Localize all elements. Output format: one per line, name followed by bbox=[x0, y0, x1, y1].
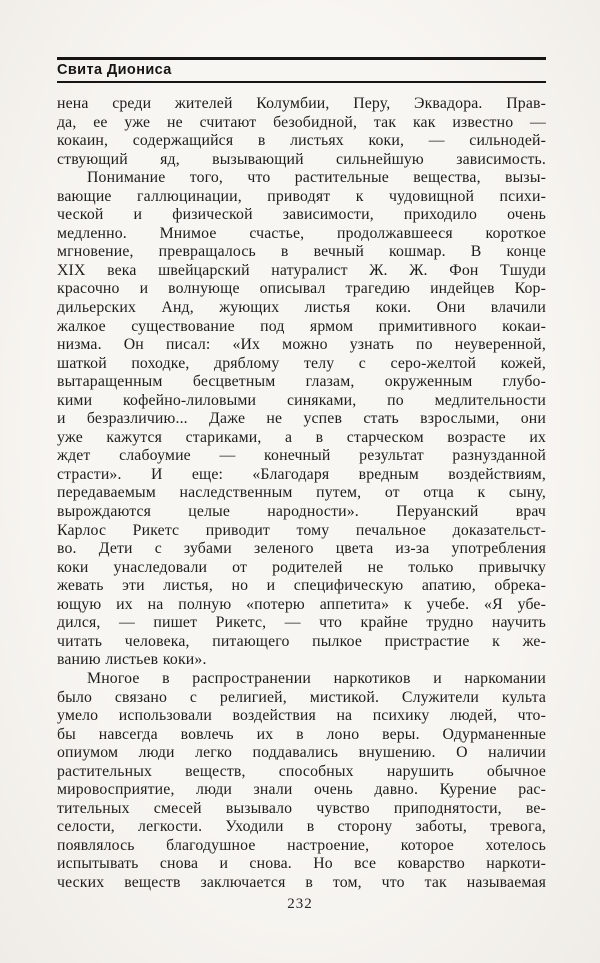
text-line: ванию листьев коки». bbox=[57, 651, 207, 669]
text-line: шаткой походке, дряблому телу с серо-желтой кожей, bbox=[57, 354, 546, 372]
text-line: жевать эти листья, но и специфическую апатию, обрека- bbox=[57, 577, 546, 595]
text-line: опиумом люди легко поддавались внушению. О наличии bbox=[57, 744, 546, 762]
text-line: уже кажутся стариками, а в старческом возрасте их bbox=[57, 428, 546, 446]
body-text bbox=[57, 95, 546, 893]
text-line: ческой и физической зависимости, приходило очень bbox=[57, 206, 546, 224]
text-line: мировосприятие, люди знали очень давно. Курение рас- bbox=[57, 781, 546, 799]
text-line: Многое в распространении наркотиков и наркомании bbox=[87, 669, 546, 687]
text-line: ждет слабоумие — конечный результат разнузданной bbox=[57, 447, 546, 465]
text-line: умело использовали воздействия на психику людей, что- bbox=[57, 707, 546, 725]
text-line: коки унаследовали от родителей не только привычку bbox=[57, 558, 546, 576]
page-number: 232 bbox=[287, 896, 313, 912]
text-line: растительных веществ, способных нарушить обычное bbox=[57, 762, 546, 780]
text-line: медленно. Мнимое счастье, продолжавшееся короткое bbox=[57, 224, 546, 242]
text-line: кокаин, содержащийся в листьях коки, — сильнодей- bbox=[57, 132, 546, 150]
text-line: селости, легкости. Уходили в сторону заботы, тревога, bbox=[57, 818, 546, 836]
text-line: нена среди жителей Колумбии, Перу, Эквадора. Прав- bbox=[57, 95, 546, 112]
text-line: передаваемым наследственным путем, от отца к сыну, bbox=[57, 484, 546, 502]
text-line: Понимание того, что растительные вещества, вызы- bbox=[87, 169, 546, 187]
text-line: ствующий яд, вызывающий сильнейшую зависимость. bbox=[57, 150, 546, 168]
running-header bbox=[57, 57, 546, 83]
text-line: было связано с религией, мистикой. Служители культа bbox=[57, 688, 546, 706]
text-line: ющую их на полную «потерю аппетита» к учебе. «Я убе- bbox=[57, 595, 546, 613]
text-line: Карлос Рикетс приводит тому печальное доказательст- bbox=[57, 521, 546, 539]
text-line: появлялось благодушное настроение, которое хотелось bbox=[57, 836, 546, 854]
text-line: дильерских Анд, жующих листья коки. Они влачили bbox=[57, 299, 546, 317]
text-line: жалкое существование под ярмом примитивного кокаи- bbox=[57, 317, 546, 335]
text-line: страсти». И еще: «Благодаря вредным воздействиям, bbox=[57, 465, 546, 483]
text-line: читать человека, питающего пылкое пристрастие к же- bbox=[57, 632, 546, 650]
header-title: Свита Диониса bbox=[57, 62, 172, 78]
text-line: вытаращенным бесцветным глазам, окруженным глубо- bbox=[57, 373, 546, 391]
text-line: да, ее уже не считают безобидной, так как известно — bbox=[57, 113, 546, 131]
text-line: ческих веществ заключается в том, что так называемая bbox=[57, 873, 546, 891]
text-line: красочно и волнующе описывал трагедию индейцев Кор- bbox=[57, 280, 546, 298]
text-line: бы навсегда вовлечь их в лоно веры. Одурманенные bbox=[57, 725, 546, 743]
text-line: дился, — пишет Рикетс, — что крайне трудно научить bbox=[57, 614, 546, 632]
text-line: вырождаются целые народности». Перуанский врач bbox=[57, 503, 546, 521]
text-line: испытывать снова и снова. Но все коварство наркоти- bbox=[57, 855, 546, 873]
text-line: и безразличию... Даже не успев стать взрослыми, они bbox=[57, 410, 546, 428]
text-line: кими кофейно-лиловыми синяками, по медлительности bbox=[57, 391, 546, 409]
text-line: вающие галлюцинации, приводят к чудовищной психи- bbox=[57, 187, 546, 205]
text-line: во. Дети с зубами зеленого цвета из-за употребления bbox=[57, 540, 546, 558]
text-line: XIX века швейцарский натуралист Ж. Ж. Фон Тшуди bbox=[57, 261, 546, 279]
text-line: низма. Он писал: «Их можно узнать по неуверенной, bbox=[57, 336, 546, 354]
text-line: тительных смесей вызывало чувство приподнятости, ве- bbox=[57, 799, 546, 817]
text-line: мгновение, превращалось в вечный кошмар. В конце bbox=[57, 243, 546, 261]
